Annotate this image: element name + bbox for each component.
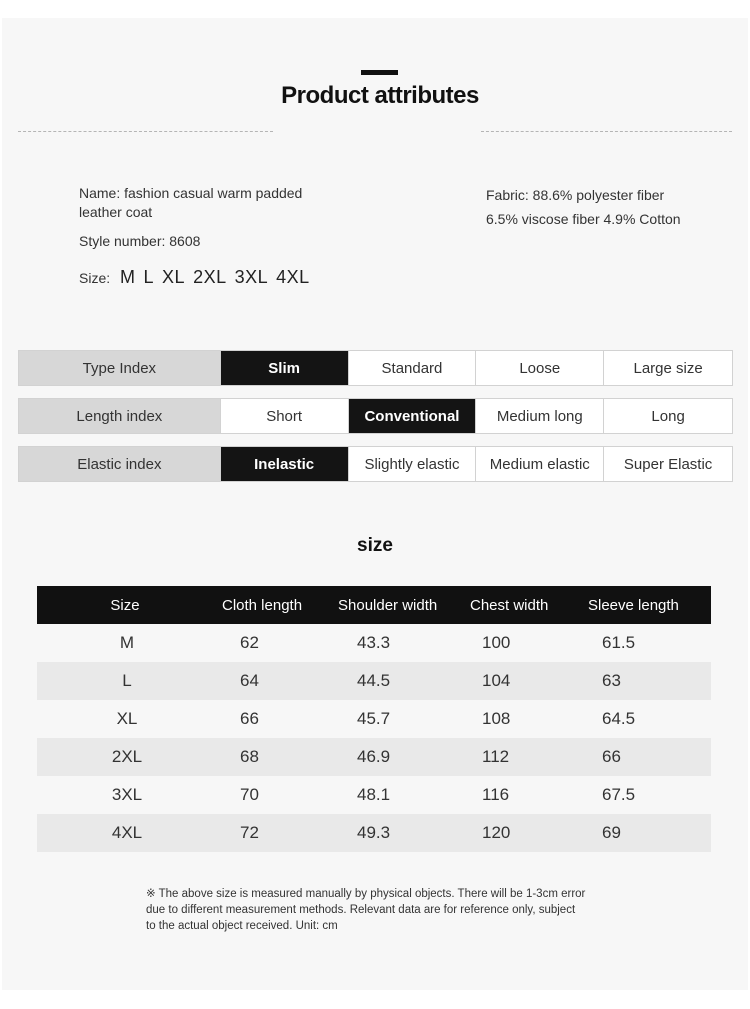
table-cell: 46.9 xyxy=(357,747,391,766)
table-cell: 66 xyxy=(240,709,259,728)
size-table-header xyxy=(37,586,711,624)
table-cell: 49.3 xyxy=(357,823,391,842)
index-option: Medium elastic xyxy=(475,447,603,481)
size-table-header-cell: Shoulder width xyxy=(338,596,438,614)
size-table-body xyxy=(37,624,711,852)
fabric-info xyxy=(486,183,716,231)
index-option: Medium long xyxy=(475,399,603,433)
size-option: M xyxy=(120,267,136,287)
index-option: Slim xyxy=(220,351,348,385)
table-cell: 44.5 xyxy=(357,671,391,690)
page-title: Product attributes xyxy=(281,82,479,109)
size-option: L xyxy=(143,267,155,287)
index-option: Super Elastic xyxy=(603,447,732,481)
size-option: XL xyxy=(162,267,186,287)
index-option: Short xyxy=(220,399,348,433)
table-row xyxy=(37,738,711,776)
product-name-text: Name: fashion casual warm padded leather coat xyxy=(79,185,303,220)
size-note: ※ The above size is measured manually by physical objects. There will be 1-3cm error due to different measurement methods. Relevant data are for reference only, subject to the actual object received. Unit: cm xyxy=(146,888,586,932)
table-cell: 116 xyxy=(482,785,510,804)
size-label: Size: xyxy=(79,270,111,286)
size-table xyxy=(37,586,711,852)
style-number: Style number: 8608 xyxy=(79,233,201,249)
table-row xyxy=(37,700,711,738)
size-option: 4XL xyxy=(276,267,310,287)
divider-right xyxy=(481,131,732,132)
table-cell: 69 xyxy=(602,823,621,842)
index-option: Inelastic xyxy=(220,447,348,481)
index-option: Large size xyxy=(603,351,732,385)
table-cell: 43.3 xyxy=(357,633,391,652)
table-row xyxy=(37,624,711,662)
table-cell: 104 xyxy=(482,671,511,690)
table-cell: 64 xyxy=(240,671,259,690)
table-cell: 45.7 xyxy=(357,709,391,728)
table-cell: 61.5 xyxy=(602,633,636,652)
index-row xyxy=(18,398,733,434)
table-row xyxy=(37,776,711,814)
table-row xyxy=(37,662,711,700)
index-option: Long xyxy=(603,399,732,433)
table-cell: 120 xyxy=(482,823,511,842)
table-cell: 66 xyxy=(602,747,621,766)
size-table-header-cell: Cloth length xyxy=(222,596,303,614)
table-cell: 62 xyxy=(240,633,259,652)
table-cell: XL xyxy=(116,709,138,728)
table-cell: 64.5 xyxy=(602,709,636,728)
table-cell: 72 xyxy=(240,823,259,842)
table-cell: 68 xyxy=(240,747,259,766)
table-cell: 112 xyxy=(482,747,510,766)
size-table-header-cell: Chest width xyxy=(470,596,549,614)
table-cell: 63 xyxy=(602,671,621,690)
table-cell: 3XL xyxy=(111,785,143,804)
size-values xyxy=(120,267,318,287)
index-row-label: Length index xyxy=(19,399,220,433)
title-accent-bar xyxy=(361,70,398,75)
table-cell: 2XL xyxy=(111,747,143,766)
index-row-label: Type Index xyxy=(19,351,220,385)
size-section-title: size xyxy=(357,535,393,556)
product-name xyxy=(79,184,349,222)
table-cell: 67.5 xyxy=(602,785,636,804)
size-option: 3XL xyxy=(234,267,269,287)
fabric-line-2: 6.5% viscose fiber 4.9% Cotton xyxy=(486,211,681,227)
size-option: 2XL xyxy=(193,267,227,287)
index-row xyxy=(18,350,733,386)
index-option: Loose xyxy=(475,351,603,385)
index-row xyxy=(18,446,733,482)
index-option: Conventional xyxy=(348,399,476,433)
table-cell: 4XL xyxy=(111,823,143,842)
size-list xyxy=(79,267,318,288)
table-cell: 100 xyxy=(482,633,511,652)
table-cell: 70 xyxy=(240,785,259,804)
index-option: Slightly elastic xyxy=(348,447,476,481)
table-cell: 108 xyxy=(482,709,511,728)
table-cell: L xyxy=(122,671,132,690)
size-table-header-cell: Sleeve length xyxy=(588,596,679,614)
table-cell: M xyxy=(119,633,135,652)
index-option: Standard xyxy=(348,351,476,385)
index-row-label: Elastic index xyxy=(19,447,220,481)
fabric-line-1: Fabric: 88.6% polyester fiber xyxy=(486,187,665,203)
table-row xyxy=(37,814,711,852)
divider-left xyxy=(18,131,273,132)
size-table-header-cell: Size xyxy=(110,596,140,614)
table-cell: 48.1 xyxy=(357,785,391,804)
